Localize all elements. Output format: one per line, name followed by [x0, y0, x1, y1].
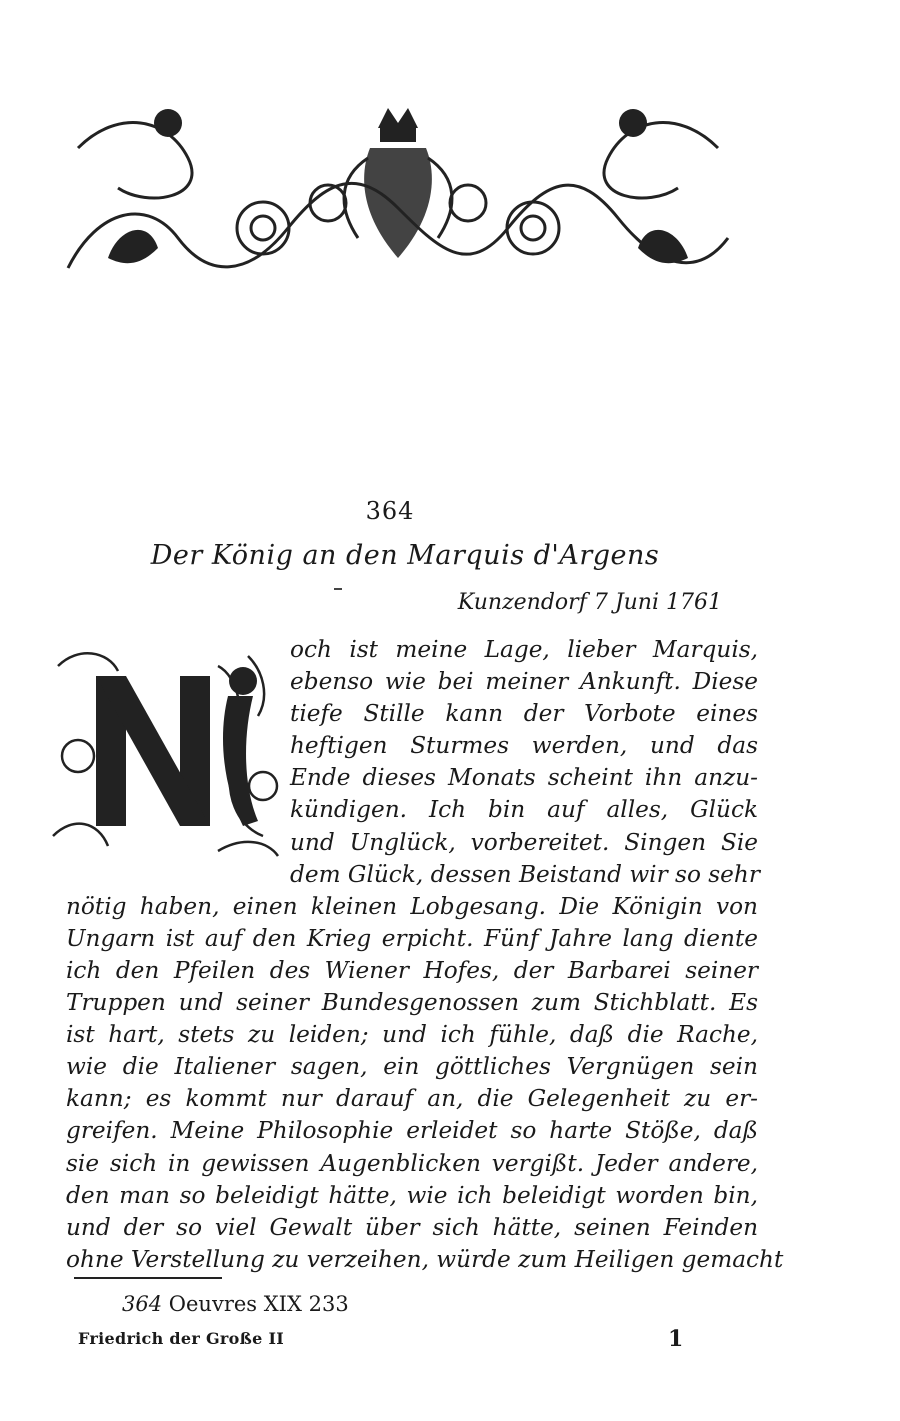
body-line: dem Glück, dessen Beistand wir so sehr [290, 860, 760, 888]
body-line: heftigen Sturmes werden, und das [290, 732, 758, 760]
body-line: ich den Pfeilen des Wiener Hofes, der Barbarei seiner [66, 956, 758, 984]
footnote-rule [74, 1277, 222, 1279]
body-line: Truppen und seiner Bundesgenossen zum Stichblatt. Es [66, 989, 758, 1017]
body-line: nötig haben, einen kleinen Lobgesang. Die Königin von [66, 892, 758, 920]
footnote [122, 1292, 349, 1316]
body-line: ist hart, stets zu leiden; und ich fühle, daß die Rache, [66, 1021, 758, 1049]
decorative-headpiece [58, 88, 738, 298]
body-line: kündigen. Ich bin auf alles, Glück [290, 796, 758, 824]
body-line: wie die Italiener sagen, ein göttliches Vergnügen sein [66, 1053, 758, 1081]
body-line: sie sich in gewissen Augenblicken vergißt. Jeder andere, [66, 1149, 758, 1177]
letter-title: Der König an den Marquis d'Argens [150, 540, 660, 571]
footer-signature: Friedrich der Große II [78, 1329, 285, 1348]
body-line: greifen. Meine Philosophie erleidet so harte Stöße, daß [66, 1117, 758, 1145]
body-line: ebenso wie bei meiner Ankunft. Diese [290, 668, 758, 696]
body-line: den man so beleidigt hätte, wie ich beleidigt worden bin, [66, 1181, 758, 1209]
title-dash [334, 588, 342, 590]
footnote-text: Oeuvres XIX 233 [168, 1292, 349, 1316]
body-line: och ist meine Lage, lieber Marquis, [290, 636, 758, 663]
body-line: ohne Verstellung zu verzeihen, würde zum Heiligen gemacht [66, 1245, 784, 1273]
body-line: und Unglück, vorbereitet. Singen Sie [290, 828, 758, 856]
body-line: Ungarn ist auf den Krieg erpicht. Fünf Jahre lang diente [66, 924, 758, 952]
place-date: Kunzendorf 7 Juni 1761 [457, 590, 722, 615]
body-line: kann; es kommt nur darauf an, die Gelegenheit zu er- [66, 1085, 758, 1113]
decorated-initial-n [48, 636, 284, 864]
body-line: und der so viel Gewalt über sich hätte, seinen Feinden [66, 1213, 758, 1241]
footer-sheet-number: 1 [668, 1326, 684, 1352]
letter-number: 364 [365, 497, 415, 525]
body-line: Ende dieses Monats scheint ihn anzu- [290, 764, 758, 792]
footnote-number: 364 [122, 1292, 163, 1316]
body-line: tiefe Stille kann der Vorbote eines [290, 700, 758, 728]
